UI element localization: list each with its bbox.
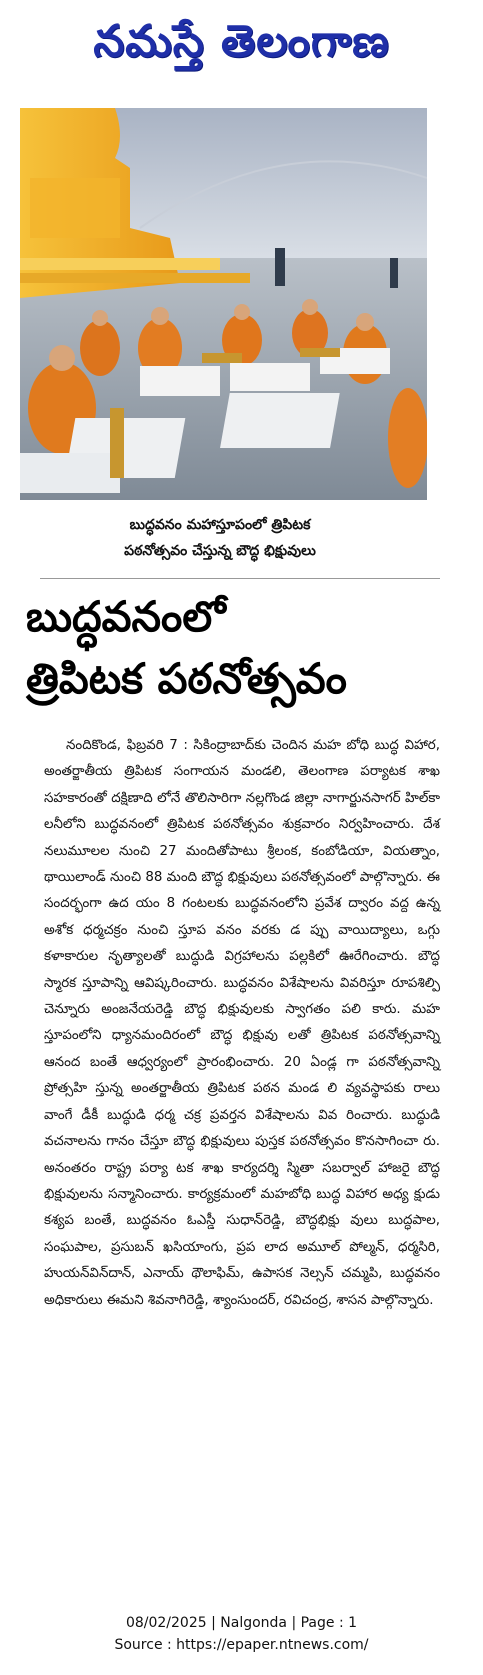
article-photo — [20, 108, 427, 500]
footer-edition-info: 08/02/2025 | Nalgonda | Page : 1 — [125, 1615, 358, 1631]
headline-line: బుద్ధవనంలో — [26, 592, 226, 641]
photo-caption — [60, 512, 380, 564]
masthead-title: నమస్తే తెలంగాణ — [93, 16, 390, 67]
article-headline — [26, 586, 456, 710]
caption-line: పఠనోత్సవం చేస్తున్న బౌద్ధ భిక్షువులు — [124, 543, 316, 559]
headline-line: త్రిపిటక పఠనోత్సవం — [26, 654, 347, 703]
article-body: నందికొండ, ఫిబ్రవరి 7 : సికింద్రాబాద్‌కు చెందిన మహ బోధి బుద్ధ విహార, అంతర్జాతీయ త్రిపిటక సంగాయన మండలి, తెలంగాణ పర్యాటక శాఖ సహకారంతో దక్షిణాది లోనే తొలిసారిగా నల్లగొండ జిల్లా నాగార్జునసాగర్ హిల్‌కా లనీలోని బుద్ధవనంలో త్రిపిటక పఠనోత్సవం శుక్రవారం నిర్వహించారు. దేశ నలుమూలల నుంచి 27 మందితోపాటు శ్రీలంక, కంబోడియా, వియత్నాం, థాయిలాండ్ నుంచి 88 మంది బౌద్ధ భిక్షువులు పఠనోత్సవంలో పాల్గొన్నారు. ఈ సందర్భంగా ఉద యం 8 గంటలకు బుద్ధవనంలోని ప్రవేశ ద్వారం వద్ద ఉన్న అశోక ధర్మచక్రం నుంచి స్తూప వనం వరకు డ ప్పు వాయిద్యాలు, ఒగ్గు కళాకారుల నృత్యాలతో బుద్ధుడి విగ్రహాలను పల్లకిలో ఊరేగించారు. బౌద్ధ స్మారక స్తూపాన్ని ఆవిష్కరించారు. బుద్ధవనం విశేషాలను వివరిస్తూ రూపశిల్పి చెన్నూరు అంజనేయరెడ్డి బౌద్ధ భిక్షువులకు స్వాగతం పలి కారు. మహ స్తూపంలోని ధ్యానమందిరంలో బౌద్ధ భిక్షువు లతో త్రిపిటక పఠనోత్సవాన్ని ఆనంద బంతే ఆధ్వర్యంలో ప్రారంభించారు. 20 ఏండ్ల గా పఠనోత్సవాన్ని ప్రోత్సహి స్తున్న అంతర్జాతీయ త్రిపిటక పఠన మండ లి వ్యవస్థాపకు రాలు వాంగే డీకీ బుద్ధుడి ధర్మ చక్ర ప్రవర్తన విశేషాలను వివ రించారు. బుద్ధుడి వచనాలను గానం చేస్తూ బౌద్ధ భిక్షువులు పుస్తక పఠనోత్సవం కొనసాగించా రు. అనంతరం రాష్ట్ర పర్యా టక శాఖ కార్యదర్శి స్మితా సబర్వాల్ హాజరై బౌద్ధ భిక్షువులను సన్మానించారు. కార్యక్రమంలో మహబోధి బుద్ధ విహార అధ్య క్షుడు కశ్యప బంతే, బుద్ధవనం ఓఎస్డీ సుధాన్‌రెడ్డి, బౌద్ధభిక్షు వులు బుద్ధపాల, సంఘపాల, ప్రసుబన్ ఖసియాంగు, ప్రప లాద అమూల్ పోల్మన్, ధర్మసిరి, హుయన్‌విన్‌దాన్, ఎనాయ్ థౌలాఫిమ్, ఉపాసక నెల్సన్ చమ్మపి, బుద్ధవనం అధికారులు ఈమని శివనాగిరెడ్డి, శ్యాంసుందర్, రవిచంద్ర, శాసన పాల్గొన్నారు. — [44, 738, 440, 1308]
footer-source-link[interactable]: Source : https://epaper.ntnews.com/ — [114, 1637, 369, 1653]
divider — [40, 578, 440, 579]
page-footer — [0, 1612, 483, 1656]
caption-line: బుద్ధవనం మహాస్తూపంలో త్రిపిటక — [129, 517, 311, 533]
